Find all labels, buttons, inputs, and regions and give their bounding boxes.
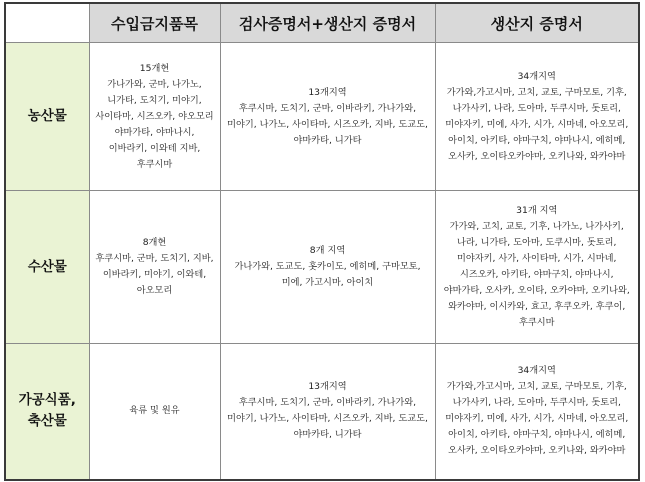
row-header-seafood: 수산물 [5,191,89,344]
count-label: 8개 지역 [309,245,346,256]
import-restriction-table [4,2,640,481]
count-label: 34개지역 [517,365,556,377]
inspection-cert-processed-livestock [220,344,435,480]
region-list: 가가와,가고시마, 고치, 교토, 구마모토, 기후, 나가사키, 나라, 도아마, 두쿠시마, 돗토리, 미야자키, 미에, 사가, 시가, 시마네, 아오모리, 아이치, 아키타, 야마구치, 야마나시, 에히메, 오사카, 오이타오카야마, 오키나와, 와카야마 [445,381,629,457]
header-row [5,3,639,43]
corner-cell [5,3,89,43]
row-header-line-2: 축산물 [27,413,67,430]
row-header-processed-livestock [5,344,89,480]
import-restriction-table-wrapper [4,2,640,481]
column-header-inspection-and-origin-cert: 검사증명서+생산지 증명서 [220,3,435,43]
column-header-origin-cert: 생산지 증명서 [435,3,639,43]
origin-cert-processed-livestock [435,344,639,480]
count-label: 15개현 [139,62,170,74]
table-row-agricultural [5,43,639,191]
count-label: 13개지역 [308,86,347,98]
region-list: 가나가와, 군마, 나가노, 니가타, 도치기, 미야기, 사이타마, 시즈오카, 야오모리 야마가타, 야마나시, 이바라키, 이와테 지바, 후쿠시마 [95,78,214,170]
region-list: 후쿠시마, 도치기, 군마, 이바라키, 가나가와, 미야기, 나가노, 사이타마, 시즈오카, 지바, 도교도, 야마카타, 니가타 [227,102,428,146]
region-list: 가가와, 고치, 교토, 기후, 나가노, 나가사키, 나라, 니가타, 도아마, 도쿠시마, 돗토리, 미야자키, 사가, 사이타마, 시가, 시마네, 시즈오카, 아키타, 야마구치, 야마나시, 야마가타, 오사카, 오이타, 오카야마, 오키나와, 와카야마, 이시카와, 효고, 후쿠오카, 후쿠이, 후쿠시마 [443,221,630,328]
origin-cert-agricultural [435,43,639,191]
banned-items-seafood [89,191,220,344]
origin-cert-seafood [435,191,639,344]
region-list: 가나가와, 도교도, 홋카이도, 에히메, 구마모토, 미에, 가고시마, 아이치 [234,261,421,288]
inspection-cert-agricultural [220,43,435,191]
count-label: 8개현 [142,237,167,248]
column-header-banned-items: 수입금지품목 [89,3,220,43]
region-list: 후쿠시마, 도치기, 군마, 이바라키, 가나가와, 미야기, 나가노, 사이타마, 시즈오카, 지바, 도교도, 야마카타, 니가타 [227,397,428,441]
region-list: 후쿠시마, 군마, 도치기, 지바, 이바라키, 미야기, 이와테, 아오모리 [95,253,214,296]
table-row-processed-livestock [5,344,639,480]
row-header-line-1: 가공식품, [18,392,76,409]
inspection-cert-seafood [220,191,435,344]
row-header-agricultural: 농산물 [5,43,89,191]
count-label: 31개 지역 [516,205,558,216]
banned-items-agricultural [89,43,220,191]
table-row-seafood [5,191,639,344]
banned-items-processed-livestock: 육류 및 원유 [89,344,220,480]
region-list: 가가와,가고시마, 고치, 교토, 구마모토, 기후, 나가사키, 나라, 도아마, 두쿠시마, 돗토리, 미야자키, 미에, 사가, 시가, 시마네, 아오모리, 아이치, 아키타, 야마구치, 야마나시, 에히메, 오사카, 오이타오카야마, 오키나와, 와카야마 [445,86,629,162]
count-label: 13개지역 [308,381,347,393]
count-label: 34개지역 [517,70,556,82]
